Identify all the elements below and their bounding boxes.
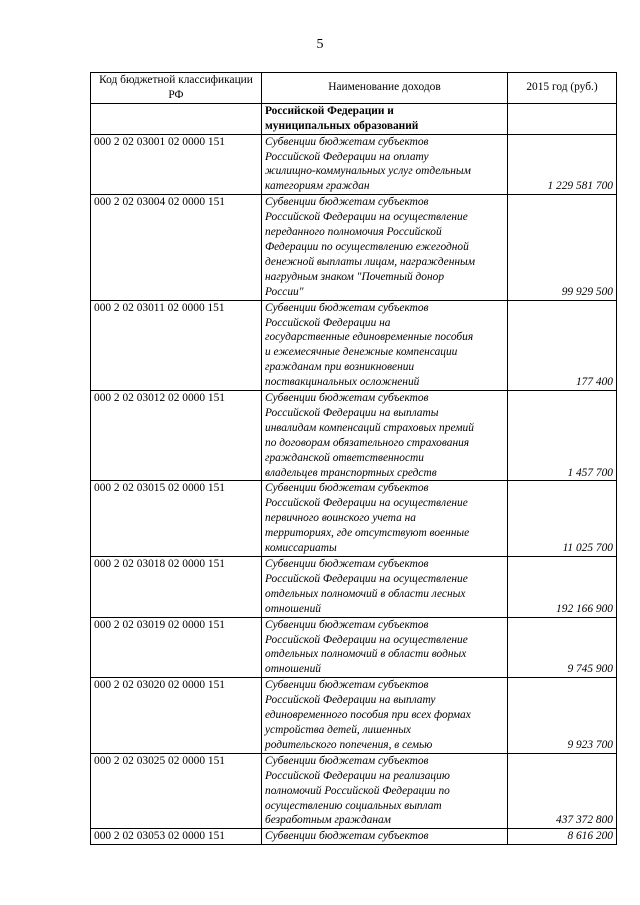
row-name-line: Субвенции бюджетам субъектов: [265, 392, 429, 405]
row-name-line: Субвенции бюджетам субъектов: [265, 482, 429, 495]
row-name-line: безработным гражданам: [265, 814, 391, 827]
row-name-line: жилищно-коммунальных услуг отдельным: [265, 165, 471, 178]
continuation-name-line: муниципальных образований: [265, 119, 419, 132]
row-name: [262, 481, 508, 557]
row-name-line: Субвенции бюджетам субъектов: [265, 196, 429, 209]
row-name-line: Российской Федерации на оплату: [265, 150, 429, 163]
row-name-line: Субвенции бюджетам субъектов: [265, 558, 429, 570]
row-name-line: переданного полномочия Российской: [265, 226, 442, 239]
table-row: [91, 557, 617, 618]
row-name-line: и ежемесячные денежные компенсации: [265, 346, 458, 359]
row-amount: 11 025 700: [508, 481, 617, 557]
row-name-line: отдельных полномочий в области водных: [265, 648, 467, 661]
row-code: 000 2 02 03011 02 0000 151: [91, 300, 262, 390]
row-code: 000 2 02 03004 02 0000 151: [91, 195, 262, 300]
row-name-line: Российской Федерации на: [265, 316, 391, 329]
row-name-line: по договорам обязательного страхования: [265, 436, 470, 449]
continuation-amount: [508, 103, 617, 134]
row-name-line: Российской Федерации на осуществление: [265, 497, 468, 510]
row-code: 000 2 02 03012 02 0000 151: [91, 391, 262, 481]
table-row: [91, 829, 617, 845]
row-name-line: Федерации по осуществлению ежегодной: [265, 240, 469, 253]
row-name: [262, 617, 508, 678]
row-amount: 1 457 700: [508, 391, 617, 481]
row-name-line: Субвенции бюджетам субъектов: [265, 301, 429, 314]
row-name-line: отношений: [265, 663, 321, 676]
row-name-line: Российской Федерации на выплаты: [265, 406, 439, 419]
continuation-name: [262, 103, 508, 134]
row-name-line: территориях, где отсутствуют военные: [265, 527, 470, 540]
row-code: 000 2 02 03001 02 0000 151: [91, 134, 262, 195]
continuation-code: [91, 103, 262, 134]
row-name-line: отношений: [265, 602, 321, 615]
row-amount: 8 616 200: [508, 829, 617, 845]
table-row: [91, 753, 617, 829]
row-amount: 99 929 500: [508, 195, 617, 300]
row-amount: 9 745 900: [508, 617, 617, 678]
row-name-line: Субвенции бюджетам субъектов: [265, 618, 429, 631]
header-name: Наименование доходов: [262, 73, 508, 104]
table-row: [91, 134, 617, 195]
table-row: [91, 391, 617, 481]
row-name-line: единовременного пособия при всех формах: [265, 709, 471, 722]
header-code: Код бюджетной классификации РФ: [91, 73, 262, 104]
row-name-line: Субвенции бюджетам субъектов: [265, 830, 429, 843]
row-name-line: Российской Федерации на реализацию: [265, 769, 450, 782]
row-name: [262, 134, 508, 195]
row-name-line: Субвенции бюджетам субъектов: [265, 754, 429, 767]
table-row: [91, 617, 617, 678]
row-name: [262, 829, 508, 845]
row-name: [262, 678, 508, 754]
row-amount: 177 400: [508, 300, 617, 390]
row-name-line: категориям граждан: [265, 180, 370, 193]
page-number: 5: [316, 37, 324, 52]
table-row: [91, 195, 617, 300]
continuation-row: [91, 103, 617, 134]
row-name-line: России": [265, 285, 304, 298]
revenue-table: [90, 72, 617, 845]
row-amount: 192 166 900: [508, 557, 617, 618]
row-code: 000 2 02 03053 02 0000 151: [91, 829, 262, 845]
row-amount: 9 923 700: [508, 678, 617, 754]
row-name-line: владельцев транспортных средств: [265, 466, 437, 479]
row-amount: 437 372 800: [508, 753, 617, 829]
row-name-line: устройства детей, лишенных: [265, 723, 411, 736]
row-code: 000 2 02 03019 02 0000 151: [91, 617, 262, 678]
row-name-line: Субвенции бюджетам субъектов: [265, 135, 429, 148]
row-amount: 1 229 581 700: [508, 134, 617, 195]
row-name-line: денежной выплаты лицам, награжденным: [265, 255, 475, 268]
table-header-row: [91, 73, 617, 104]
row-name-line: первичного воинского учета на: [265, 512, 416, 525]
row-code: 000 2 02 03015 02 0000 151: [91, 481, 262, 557]
row-name-line: комиссариаты: [265, 542, 337, 555]
row-name-line: родительского попечения, в семью: [265, 738, 433, 751]
row-name-line: Российской Федерации на осуществление: [265, 633, 468, 646]
row-name-line: отдельных полномочий в области лесных: [265, 587, 466, 600]
row-code: 000 2 02 03018 02 0000 151: [91, 557, 262, 618]
table-row: [91, 678, 617, 754]
row-name-line: полномочий Российской Федерации по: [265, 784, 450, 797]
row-name-line: Российской Федерации на осуществление: [265, 572, 468, 585]
row-name: [262, 391, 508, 481]
continuation-name-line: Российской Федерации и: [265, 104, 394, 117]
row-name-line: осуществлению социальных выплат: [265, 799, 442, 812]
header-amount: 2015 год (руб.): [508, 73, 617, 104]
row-name-line: Субвенции бюджетам субъектов: [265, 679, 429, 692]
row-name: [262, 753, 508, 829]
row-name: [262, 557, 508, 618]
row-name-line: гражданской ответственности: [265, 451, 424, 464]
row-name-line: нагрудным знаком "Почетный донор: [265, 270, 445, 283]
row-name-line: поствакцинальных осложнений: [265, 376, 420, 389]
row-name-line: государственные единовременные пособия: [265, 331, 474, 344]
table-row: [91, 481, 617, 557]
row-code: 000 2 02 03025 02 0000 151: [91, 753, 262, 829]
row-code: 000 2 02 03020 02 0000 151: [91, 678, 262, 754]
row-name-line: инвалидам компенсаций страховых премий: [265, 421, 474, 434]
row-name-line: гражданам при возникновении: [265, 361, 415, 374]
table-row: [91, 300, 617, 390]
row-name-line: Российской Федерации на осуществление: [265, 211, 468, 224]
row-name: [262, 195, 508, 300]
row-name-line: Российской Федерации на выплату: [265, 694, 436, 707]
row-name: [262, 300, 508, 390]
